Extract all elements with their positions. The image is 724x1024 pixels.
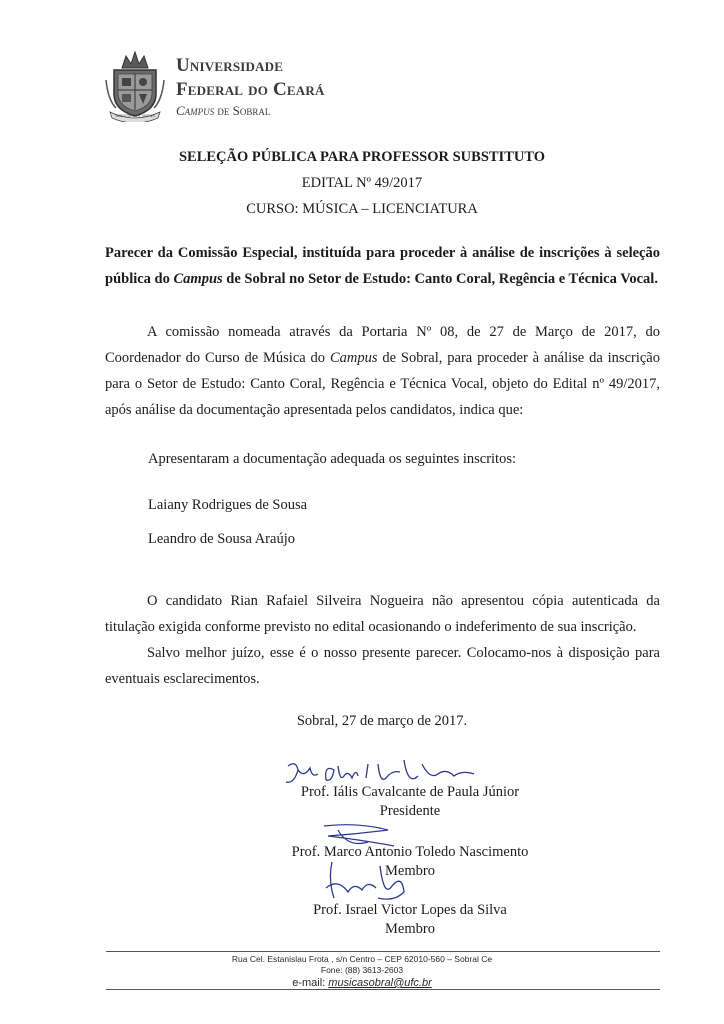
opinion-heading-campus: Campus [173, 271, 223, 287]
signature-block [210, 901, 610, 939]
course-name: CURSO: MÚSICA – LICENCIATURA [246, 201, 478, 217]
signer-role: Membro [385, 863, 435, 879]
commission-paragraph-part2: de Sobral, para proceder à análise da inscrição para o Setor de Estudo: Canto Coral, Regência e Técnica Vocal, objeto do Edital nº 49/2017, após análise da documentação apresentada pelos candidatos, indica que: [105, 350, 660, 418]
crest-motto: SCIENTIA VIVIT VIRTUS [115, 114, 155, 118]
footer-email-link[interactable]: musicasobral@ufc.br [328, 977, 432, 989]
signature-block [210, 843, 610, 881]
footer [0, 954, 724, 990]
footer-address: Rua Cel. Estanislau Frota , s/n Centro – CEP 62010-560 – Sobral Ce [231, 954, 493, 964]
commission-paragraph-part1: A comissão nomeada através da Portaria Nº 08, de 27 de Março de 2017, do Coordenador do Curso de Música do [105, 324, 660, 366]
signature-block [210, 783, 610, 821]
campus-word: Campus [176, 103, 215, 118]
footer-divider-bottom [106, 989, 660, 990]
signer-name: Prof. Marco Antonio Toledo Nascimento [291, 844, 529, 860]
date-line: Sobral, 27 de março de 2017. [296, 713, 468, 729]
signer-role: Membro [385, 921, 435, 937]
signer-name: Prof. Iális Cavalcante de Paula Júnior [300, 784, 520, 800]
signer-name: Prof. Israel Victor Lopes da Silva [313, 902, 507, 918]
rejection-paragraph: O candidato Rian Rafaiel Silveira Nogueira não apresentou cópia autenticada da titulação exigida conforme previsto no edital ocasionando o indeferimento de sua inscrição. [105, 593, 660, 635]
campus-rest: de Sobral [214, 103, 271, 118]
commission-paragraph [105, 319, 660, 423]
approved-candidate: Leandro de Sousa Araújo [148, 531, 295, 547]
footer-phone: Fone: (88) 3613-2603 [320, 965, 404, 975]
closing-paragraph: Salvo melhor juízo, esse é o nosso presente parecer. Colocamo-nos à disposição para eventuais esclarecimentos. [105, 645, 660, 687]
signer-role: Presidente [379, 803, 441, 819]
approved-list-intro: Apresentaram a documentação adequada os seguintes inscritos: [148, 451, 517, 467]
commission-paragraph-campus: Campus [329, 350, 378, 366]
document-titles [0, 144, 724, 222]
university-header [176, 54, 325, 120]
opinion-heading-part2: de Sobral no Setor de Estudo: Canto Coral, Regência e Técnica Vocal. [222, 271, 658, 287]
edital-number: EDITAL Nº 49/2017 [301, 175, 423, 191]
approved-candidate: Laiany Rodrigues de Sousa [148, 497, 308, 513]
footer-email-line [0, 976, 724, 990]
selection-title: SELEÇÃO PÚBLICA PARA PROFESSOR SUBSTITUTO [178, 149, 546, 165]
opinion-heading-part1: Parecer da Comissão Especial, instituída para proceder à análise de inscrições à seleção pública do [105, 245, 660, 287]
footer-divider-top [106, 951, 660, 952]
footer-email-label: e-mail: [292, 977, 329, 989]
opinion-heading [105, 240, 660, 292]
university-crest-icon [104, 50, 166, 122]
university-name-line2: Federal do Ceará [176, 79, 325, 100]
campus-line [176, 102, 325, 120]
university-name-line1: Universidade [176, 55, 284, 76]
